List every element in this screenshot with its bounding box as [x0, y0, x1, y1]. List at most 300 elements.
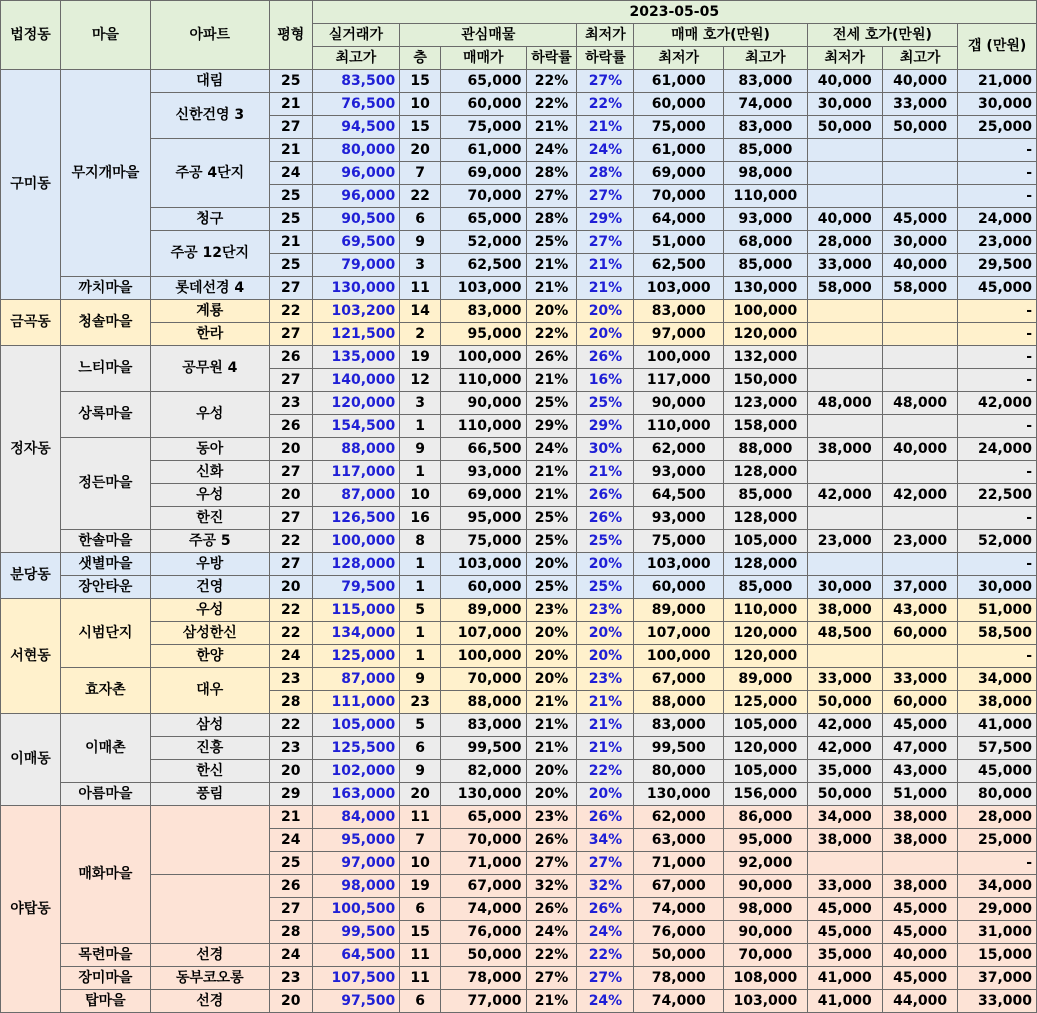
jeonse-max-cell	[882, 323, 957, 346]
pyeong-cell: 25	[269, 852, 312, 875]
gap-cell: 58,500	[958, 622, 1037, 645]
jeonse-max-cell: 38,000	[882, 806, 957, 829]
header-jeonse-min: 최저가	[807, 47, 882, 70]
jeonse-max-cell: 40,000	[882, 70, 957, 93]
sale-price-cell: 60,000	[440, 93, 526, 116]
gap-cell: -	[958, 415, 1037, 438]
sale-price-cell: 107,000	[440, 622, 526, 645]
gap-cell: 52,000	[958, 530, 1037, 553]
gap-cell: -	[958, 300, 1037, 323]
sale-max-cell: 83,000	[724, 70, 808, 93]
real-trade-max-cell: 130,000	[312, 277, 400, 300]
drop-rate-cell: 24%	[526, 921, 577, 944]
real-trade-max-cell: 100,500	[312, 898, 400, 921]
pyeong-cell: 22	[269, 599, 312, 622]
drop-rate-cell: 21%	[526, 990, 577, 1013]
gap-cell: 29,500	[958, 254, 1037, 277]
jeonse-max-cell: 58,000	[882, 277, 957, 300]
real-trade-max-cell: 95,000	[312, 829, 400, 852]
sale-min-cell: 74,000	[634, 898, 724, 921]
table-row	[1, 438, 1037, 461]
min-drop-rate-cell: 23%	[577, 668, 634, 691]
real-trade-max-cell: 135,000	[312, 346, 400, 369]
pyeong-cell: 23	[269, 967, 312, 990]
jeonse-max-cell: 45,000	[882, 898, 957, 921]
min-drop-rate-cell: 20%	[577, 622, 634, 645]
sale-price-cell: 67,000	[440, 875, 526, 898]
apartment-cell: 계룡	[150, 300, 269, 323]
header-drop-rate: 하락률	[526, 47, 577, 70]
sale-max-cell: 110,000	[724, 599, 808, 622]
drop-rate-cell: 21%	[526, 484, 577, 507]
real-trade-max-cell: 69,500	[312, 231, 400, 254]
drop-rate-cell: 26%	[526, 829, 577, 852]
sale-min-cell: 64,000	[634, 208, 724, 231]
real-trade-max-cell: 90,500	[312, 208, 400, 231]
floor-cell: 9	[400, 760, 441, 783]
jeonse-min-cell: 58,000	[807, 277, 882, 300]
pyeong-cell: 20	[269, 484, 312, 507]
table-row	[1, 484, 1037, 507]
real-trade-max-cell: 163,000	[312, 783, 400, 806]
sale-max-cell: 105,000	[724, 530, 808, 553]
sale-min-cell: 67,000	[634, 668, 724, 691]
sale-min-cell: 89,000	[634, 599, 724, 622]
pyeong-cell: 28	[269, 921, 312, 944]
table-body	[1, 70, 1037, 1013]
jeonse-max-cell	[882, 369, 957, 392]
jeonse-min-cell: 35,000	[807, 944, 882, 967]
jeonse-max-cell: 47,000	[882, 737, 957, 760]
floor-cell: 10	[400, 93, 441, 116]
gap-cell: 24,000	[958, 208, 1037, 231]
gap-cell: -	[958, 369, 1037, 392]
pyeong-cell: 25	[269, 70, 312, 93]
pyeong-cell: 27	[269, 116, 312, 139]
sale-price-cell: 66,500	[440, 438, 526, 461]
gap-cell: 51,000	[958, 599, 1037, 622]
sale-price-cell: 70,000	[440, 185, 526, 208]
pyeong-cell: 27	[269, 369, 312, 392]
jeonse-min-cell: 23,000	[807, 530, 882, 553]
village-cell: 까치마을	[61, 277, 151, 300]
sale-price-cell: 95,000	[440, 507, 526, 530]
real-trade-max-cell: 64,500	[312, 944, 400, 967]
sale-price-cell: 69,000	[440, 484, 526, 507]
village-cell: 정든마을	[61, 438, 151, 530]
min-drop-rate-cell: 27%	[577, 185, 634, 208]
drop-rate-cell: 21%	[526, 254, 577, 277]
jeonse-max-cell: 44,000	[882, 990, 957, 1013]
jeonse-max-cell: 50,000	[882, 116, 957, 139]
gap-cell: 34,000	[958, 668, 1037, 691]
pyeong-cell: 25	[269, 185, 312, 208]
apartment-cell: 주공 4단지	[150, 139, 269, 208]
sale-min-cell: 83,000	[634, 714, 724, 737]
sale-price-cell: 100,000	[440, 645, 526, 668]
jeonse-max-cell: 23,000	[882, 530, 957, 553]
table-row	[1, 392, 1037, 415]
sale-max-cell: 128,000	[724, 461, 808, 484]
gap-cell: 45,000	[958, 277, 1037, 300]
floor-cell: 1	[400, 415, 441, 438]
apartment-cell: 신화	[150, 461, 269, 484]
village-cell: 목련마을	[61, 944, 151, 967]
sale-min-cell: 117,000	[634, 369, 724, 392]
pyeong-cell: 26	[269, 346, 312, 369]
table-row	[1, 70, 1037, 93]
village-cell: 매화마을	[61, 806, 151, 944]
floor-cell: 2	[400, 323, 441, 346]
sale-price-cell: 60,000	[440, 576, 526, 599]
drop-rate-cell: 22%	[526, 70, 577, 93]
jeonse-min-cell: 38,000	[807, 438, 882, 461]
sale-min-cell: 103,000	[634, 553, 724, 576]
sale-price-cell: 70,000	[440, 668, 526, 691]
real-trade-max-cell: 134,000	[312, 622, 400, 645]
jeonse-min-cell: 48,500	[807, 622, 882, 645]
real-trade-max-cell: 140,000	[312, 369, 400, 392]
village-cell: 이매촌	[61, 714, 151, 783]
min-drop-rate-cell: 20%	[577, 645, 634, 668]
drop-rate-cell: 32%	[526, 875, 577, 898]
drop-rate-cell: 20%	[526, 783, 577, 806]
sale-min-cell: 100,000	[634, 346, 724, 369]
sale-max-cell: 86,000	[724, 806, 808, 829]
pyeong-cell: 24	[269, 944, 312, 967]
header-min-price: 최저가	[577, 24, 634, 47]
floor-cell: 19	[400, 875, 441, 898]
apartment-cell: 대림	[150, 70, 269, 93]
real-trade-max-cell: 87,000	[312, 668, 400, 691]
gap-cell: 42,000	[958, 392, 1037, 415]
sale-max-cell: 83,000	[724, 116, 808, 139]
floor-cell: 16	[400, 507, 441, 530]
pyeong-cell: 20	[269, 990, 312, 1013]
jeonse-max-cell	[882, 645, 957, 668]
gap-cell: 28,000	[958, 806, 1037, 829]
sale-price-cell: 110,000	[440, 415, 526, 438]
gap-cell: -	[958, 507, 1037, 530]
real-trade-max-cell: 98,000	[312, 875, 400, 898]
sale-max-cell: 85,000	[724, 484, 808, 507]
drop-rate-cell: 24%	[526, 438, 577, 461]
jeonse-min-cell: 41,000	[807, 967, 882, 990]
floor-cell: 7	[400, 829, 441, 852]
floor-cell: 1	[400, 461, 441, 484]
gap-cell: -	[958, 461, 1037, 484]
header-village: 마을	[61, 1, 151, 70]
sale-min-cell: 74,000	[634, 990, 724, 1013]
real-trade-max-cell: 103,200	[312, 300, 400, 323]
pyeong-cell: 26	[269, 875, 312, 898]
min-drop-rate-cell: 27%	[577, 70, 634, 93]
apartment-cell: 삼성한신	[150, 622, 269, 645]
header-sale-quote: 매매 호가(만원)	[634, 24, 807, 47]
sale-price-cell: 74,000	[440, 898, 526, 921]
jeonse-max-cell	[882, 162, 957, 185]
village-cell: 샛별마을	[61, 553, 151, 576]
sale-min-cell: 63,000	[634, 829, 724, 852]
table-row	[1, 875, 1037, 898]
sale-max-cell: 89,000	[724, 668, 808, 691]
pyeong-cell: 23	[269, 392, 312, 415]
pyeong-cell: 27	[269, 898, 312, 921]
sale-price-cell: 77,000	[440, 990, 526, 1013]
dong-cell: 야탑동	[1, 806, 61, 1013]
gap-cell: 15,000	[958, 944, 1037, 967]
min-drop-rate-cell: 21%	[577, 691, 634, 714]
sale-max-cell: 120,000	[724, 645, 808, 668]
drop-rate-cell: 20%	[526, 645, 577, 668]
sale-max-cell: 150,000	[724, 369, 808, 392]
drop-rate-cell: 20%	[526, 622, 577, 645]
sale-max-cell: 125,000	[724, 691, 808, 714]
floor-cell: 1	[400, 645, 441, 668]
pyeong-cell: 27	[269, 553, 312, 576]
pyeong-cell: 24	[269, 162, 312, 185]
table-row	[1, 300, 1037, 323]
sale-max-cell: 120,000	[724, 737, 808, 760]
jeonse-min-cell	[807, 415, 882, 438]
sale-min-cell: 97,000	[634, 323, 724, 346]
jeonse-min-cell: 42,000	[807, 714, 882, 737]
sale-price-cell: 83,000	[440, 714, 526, 737]
real-trade-max-cell: 105,000	[312, 714, 400, 737]
floor-cell: 3	[400, 392, 441, 415]
min-drop-rate-cell: 21%	[577, 277, 634, 300]
jeonse-max-cell: 48,000	[882, 392, 957, 415]
pyeong-cell: 22	[269, 530, 312, 553]
jeonse-max-cell: 60,000	[882, 691, 957, 714]
sale-min-cell: 130,000	[634, 783, 724, 806]
sale-max-cell: 105,000	[724, 714, 808, 737]
gap-cell: -	[958, 852, 1037, 875]
pyeong-cell: 22	[269, 622, 312, 645]
floor-cell: 11	[400, 806, 441, 829]
pyeong-cell: 23	[269, 668, 312, 691]
sale-min-cell: 60,000	[634, 93, 724, 116]
gap-cell: 33,000	[958, 990, 1037, 1013]
min-drop-rate-cell: 16%	[577, 369, 634, 392]
table-row	[1, 346, 1037, 369]
gap-cell: 34,000	[958, 875, 1037, 898]
sale-price-cell: 83,000	[440, 300, 526, 323]
village-cell: 시범단지	[61, 599, 151, 668]
min-drop-rate-cell: 27%	[577, 231, 634, 254]
header-beopjeongdong: 법정동	[1, 1, 61, 70]
real-trade-max-cell: 88,000	[312, 438, 400, 461]
min-drop-rate-cell: 25%	[577, 392, 634, 415]
pyeong-cell: 20	[269, 576, 312, 599]
table-row	[1, 208, 1037, 231]
sale-min-cell: 83,000	[634, 300, 724, 323]
apartment-cell: 한신	[150, 760, 269, 783]
table-row	[1, 553, 1037, 576]
drop-rate-cell: 26%	[526, 898, 577, 921]
jeonse-max-cell	[882, 553, 957, 576]
sale-max-cell: 156,000	[724, 783, 808, 806]
floor-cell: 20	[400, 783, 441, 806]
drop-rate-cell: 20%	[526, 760, 577, 783]
floor-cell: 11	[400, 944, 441, 967]
jeonse-min-cell: 34,000	[807, 806, 882, 829]
header-sale-min: 최저가	[634, 47, 724, 70]
jeonse-min-cell: 42,000	[807, 484, 882, 507]
floor-cell: 5	[400, 599, 441, 622]
village-cell: 효자촌	[61, 668, 151, 714]
jeonse-min-cell: 30,000	[807, 576, 882, 599]
sale-max-cell: 92,000	[724, 852, 808, 875]
min-drop-rate-cell: 26%	[577, 346, 634, 369]
sale-min-cell: 93,000	[634, 461, 724, 484]
min-drop-rate-cell: 22%	[577, 93, 634, 116]
sale-max-cell: 88,000	[724, 438, 808, 461]
sale-max-cell: 128,000	[724, 553, 808, 576]
jeonse-min-cell: 33,000	[807, 875, 882, 898]
gap-cell: 30,000	[958, 576, 1037, 599]
pyeong-cell: 29	[269, 783, 312, 806]
real-trade-max-cell: 120,000	[312, 392, 400, 415]
min-drop-rate-cell: 21%	[577, 737, 634, 760]
jeonse-max-cell	[882, 415, 957, 438]
jeonse-max-cell: 45,000	[882, 208, 957, 231]
jeonse-min-cell: 45,000	[807, 921, 882, 944]
gap-cell: 31,000	[958, 921, 1037, 944]
drop-rate-cell: 21%	[526, 714, 577, 737]
real-trade-max-cell: 84,000	[312, 806, 400, 829]
gap-cell: 25,000	[958, 116, 1037, 139]
floor-cell: 22	[400, 185, 441, 208]
drop-rate-cell: 27%	[526, 852, 577, 875]
jeonse-max-cell	[882, 852, 957, 875]
table-row	[1, 645, 1037, 668]
real-trade-max-cell: 96,000	[312, 162, 400, 185]
jeonse-max-cell: 37,000	[882, 576, 957, 599]
sale-max-cell: 98,000	[724, 898, 808, 921]
drop-rate-cell: 28%	[526, 208, 577, 231]
sale-price-cell: 103,000	[440, 553, 526, 576]
sale-price-cell: 65,000	[440, 806, 526, 829]
header-jeonse-quote: 전세 호가(만원)	[807, 24, 958, 47]
gap-cell: 21,000	[958, 70, 1037, 93]
jeonse-min-cell: 35,000	[807, 760, 882, 783]
header-jeonse-max: 최고가	[882, 47, 957, 70]
pyeong-cell: 27	[269, 461, 312, 484]
sale-price-cell: 93,000	[440, 461, 526, 484]
real-trade-max-cell: 94,500	[312, 116, 400, 139]
jeonse-max-cell	[882, 346, 957, 369]
header-sale-price: 매매가	[440, 47, 526, 70]
floor-cell: 6	[400, 990, 441, 1013]
sale-min-cell: 103,000	[634, 277, 724, 300]
sale-min-cell: 50,000	[634, 944, 724, 967]
table-row	[1, 944, 1037, 967]
sale-max-cell: 100,000	[724, 300, 808, 323]
floor-cell: 10	[400, 852, 441, 875]
floor-cell: 11	[400, 967, 441, 990]
sale-price-cell: 103,000	[440, 277, 526, 300]
jeonse-max-cell: 45,000	[882, 714, 957, 737]
village-cell: 청솔마을	[61, 300, 151, 346]
pyeong-cell: 25	[269, 208, 312, 231]
min-drop-rate-cell: 21%	[577, 254, 634, 277]
gap-cell: 30,000	[958, 93, 1037, 116]
jeonse-min-cell	[807, 852, 882, 875]
min-drop-rate-cell: 24%	[577, 139, 634, 162]
apartment-cell: 청구	[150, 208, 269, 231]
jeonse-max-cell: 33,000	[882, 93, 957, 116]
min-drop-rate-cell: 22%	[577, 944, 634, 967]
sale-price-cell: 78,000	[440, 967, 526, 990]
apartment-cell	[150, 875, 269, 944]
sale-min-cell: 62,000	[634, 806, 724, 829]
real-trade-max-cell: 83,500	[312, 70, 400, 93]
floor-cell: 23	[400, 691, 441, 714]
min-drop-rate-cell: 32%	[577, 875, 634, 898]
header-sale-max: 최고가	[724, 47, 808, 70]
sale-max-cell: 85,000	[724, 139, 808, 162]
drop-rate-cell: 28%	[526, 162, 577, 185]
jeonse-max-cell: 42,000	[882, 484, 957, 507]
min-drop-rate-cell: 21%	[577, 116, 634, 139]
jeonse-min-cell: 33,000	[807, 668, 882, 691]
sale-price-cell: 70,000	[440, 829, 526, 852]
sale-min-cell: 90,000	[634, 392, 724, 415]
table-row	[1, 231, 1037, 254]
jeonse-max-cell	[882, 507, 957, 530]
sale-min-cell: 71,000	[634, 852, 724, 875]
sale-min-cell: 78,000	[634, 967, 724, 990]
jeonse-max-cell: 38,000	[882, 875, 957, 898]
jeonse-min-cell	[807, 185, 882, 208]
gap-cell: 37,000	[958, 967, 1037, 990]
gap-cell: -	[958, 162, 1037, 185]
sale-min-cell: 93,000	[634, 507, 724, 530]
jeonse-min-cell: 41,000	[807, 990, 882, 1013]
min-drop-rate-cell: 21%	[577, 461, 634, 484]
min-drop-rate-cell: 25%	[577, 576, 634, 599]
jeonse-max-cell: 60,000	[882, 622, 957, 645]
real-trade-max-cell: 107,500	[312, 967, 400, 990]
jeonse-max-cell: 51,000	[882, 783, 957, 806]
gap-cell: -	[958, 185, 1037, 208]
sale-price-cell: 110,000	[440, 369, 526, 392]
sale-min-cell: 99,500	[634, 737, 724, 760]
real-trade-max-cell: 126,500	[312, 507, 400, 530]
header-row-1	[1, 1, 1037, 24]
real-trade-max-cell: 128,000	[312, 553, 400, 576]
sale-price-cell: 75,000	[440, 116, 526, 139]
drop-rate-cell: 22%	[526, 944, 577, 967]
drop-rate-cell: 23%	[526, 806, 577, 829]
dong-cell: 분당동	[1, 553, 61, 599]
dong-cell: 서현동	[1, 599, 61, 714]
sale-min-cell: 62,000	[634, 438, 724, 461]
table-row	[1, 139, 1037, 162]
sale-max-cell: 85,000	[724, 576, 808, 599]
gap-cell: 23,000	[958, 231, 1037, 254]
real-trade-max-cell: 87,000	[312, 484, 400, 507]
village-cell: 상록마을	[61, 392, 151, 438]
sale-max-cell: 70,000	[724, 944, 808, 967]
jeonse-min-cell: 50,000	[807, 783, 882, 806]
apartment-cell: 대우	[150, 668, 269, 714]
apartment-cell: 진흥	[150, 737, 269, 760]
sale-max-cell: 120,000	[724, 323, 808, 346]
apartment-cell: 동아	[150, 438, 269, 461]
pyeong-cell: 28	[269, 691, 312, 714]
